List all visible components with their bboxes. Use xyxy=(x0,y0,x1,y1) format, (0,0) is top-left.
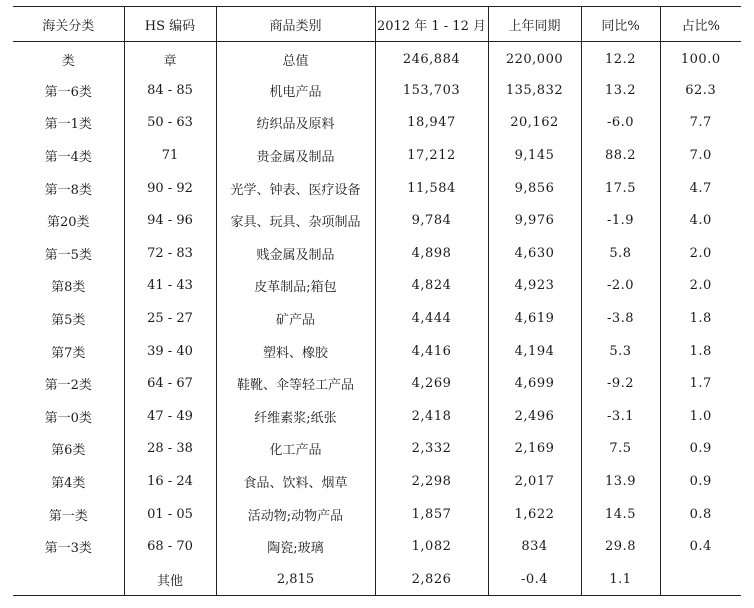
table-body xyxy=(13,42,741,596)
customs-category-cell: 第6类 xyxy=(51,443,86,459)
value-2012-cell: 153,703 xyxy=(375,74,488,107)
commodity-cell: 机电产品 xyxy=(216,74,375,107)
share-percent-cell: 1.8 xyxy=(660,335,741,368)
hs-code-cell: 01 - 05 xyxy=(124,498,216,531)
commodity-cell: 纤维素浆;纸张 xyxy=(216,400,375,433)
hs-code-cell: 39 - 40 xyxy=(124,335,216,368)
hs-code-cell: 50 - 63 xyxy=(124,107,216,140)
share-percent-cell: 4.7 xyxy=(660,172,741,205)
share-percent-cell: 1.0 xyxy=(660,400,741,433)
yoy-percent-cell: 1.1 xyxy=(581,563,660,596)
share-percent-cell: 7.0 xyxy=(660,139,741,172)
customs-category-cell: 第一5类 xyxy=(44,247,92,263)
commodity-cell: 陶瓷;玻璃 xyxy=(216,530,375,563)
header-2012-value: 2012 年 1 - 12 月 xyxy=(375,7,488,42)
hs-code-cell: 72 - 83 xyxy=(124,237,216,270)
value-2012-cell: 17,212 xyxy=(375,139,488,172)
yoy-percent-cell: 13.9 xyxy=(581,465,660,498)
table-row xyxy=(13,270,741,303)
commodity-cell: 化工产品 xyxy=(216,433,375,466)
hs-code-cell: 90 - 92 xyxy=(124,172,216,205)
header-row xyxy=(13,7,741,42)
share-percent-cell: 62.3 xyxy=(660,74,741,107)
share-percent-cell: 100.0 xyxy=(660,42,741,75)
commodity-cell: 鞋靴、伞等轻工产品 xyxy=(216,367,375,400)
hs-code-cell: 章 xyxy=(124,42,216,75)
prior-year-cell: 135,832 xyxy=(488,74,581,107)
value-2012-cell: 4,898 xyxy=(375,237,488,270)
customs-category-cell: 第一1类 xyxy=(44,117,92,133)
table-row xyxy=(13,563,741,596)
commodity-cell: 塑料、橡胶 xyxy=(216,335,375,368)
prior-year-cell: 9,856 xyxy=(488,172,581,205)
customs-category-cell: 第一8类 xyxy=(44,182,92,198)
table-row xyxy=(13,42,741,75)
table-row xyxy=(13,74,741,107)
value-2012-cell: 2,418 xyxy=(375,400,488,433)
value-2012-cell: 9,784 xyxy=(375,204,488,237)
value-2012-cell: 4,269 xyxy=(375,367,488,400)
prior-year-cell: 20,162 xyxy=(488,107,581,140)
customs-category-cell: 第20类 xyxy=(46,215,90,231)
customs-category-cell: 第一4类 xyxy=(44,150,92,166)
table-row xyxy=(13,204,741,237)
hs-code-cell: 41 - 43 xyxy=(124,270,216,303)
customs-category-cell: 第一6类 xyxy=(44,84,92,100)
prior-year-cell: 4,923 xyxy=(488,270,581,303)
customs-category-cell: 第一0类 xyxy=(44,410,92,426)
value-2012-cell: 2,332 xyxy=(375,433,488,466)
prior-year-cell: 2,017 xyxy=(488,465,581,498)
commodity-cell: 食品、饮料、烟草 xyxy=(216,465,375,498)
prior-year-cell: 1,622 xyxy=(488,498,581,531)
value-2012-cell: 2,298 xyxy=(375,465,488,498)
share-percent-cell: 1.7 xyxy=(660,367,741,400)
commodity-cell: 光学、钟表、医疗设备 xyxy=(216,172,375,205)
hs-code-cell: 68 - 70 xyxy=(124,530,216,563)
customs-category-cell: 类 xyxy=(61,53,75,69)
prior-year-cell: 2,169 xyxy=(488,433,581,466)
value-2012-cell: 4,824 xyxy=(375,270,488,303)
value-2012-cell: 11,584 xyxy=(375,172,488,205)
prior-year-cell: 9,145 xyxy=(488,139,581,172)
yoy-percent-cell: 5.8 xyxy=(581,237,660,270)
customs-category-cell: 第一3类 xyxy=(44,541,92,557)
share-percent-cell: 0.9 xyxy=(660,465,741,498)
value-2012-cell: 246,884 xyxy=(375,42,488,75)
yoy-percent-cell: 14.5 xyxy=(581,498,660,531)
prior-year-cell: 4,630 xyxy=(488,237,581,270)
yoy-percent-cell: 12.2 xyxy=(581,42,660,75)
customs-category-cell: 第8类 xyxy=(51,280,86,296)
header-yoy-percent: 同比% xyxy=(581,7,660,42)
table-row xyxy=(13,335,741,368)
header-commodity-category: 商品类别 xyxy=(216,7,375,42)
table-row xyxy=(13,107,741,140)
yoy-percent-cell: 13.2 xyxy=(581,74,660,107)
yoy-percent-cell: -1.9 xyxy=(581,204,660,237)
share-percent-cell: 0.8 xyxy=(660,498,741,531)
commodity-cell: 2,815 xyxy=(216,563,375,596)
yoy-percent-cell: -3.8 xyxy=(581,302,660,335)
share-percent-cell xyxy=(660,563,741,596)
hs-code-cell: 其他 xyxy=(124,563,216,596)
yoy-percent-cell: -3.1 xyxy=(581,400,660,433)
hs-code-cell: 64 - 67 xyxy=(124,367,216,400)
share-percent-cell: 7.7 xyxy=(660,107,741,140)
share-percent-cell: 2.0 xyxy=(660,237,741,270)
customs-category-cell: 第7类 xyxy=(51,345,86,361)
table-row xyxy=(13,530,741,563)
customs-category-cell: 第4类 xyxy=(51,476,86,492)
value-2012-cell: 18,947 xyxy=(375,107,488,140)
commodity-cell: 活动物;动物产品 xyxy=(216,498,375,531)
share-percent-cell: 1.8 xyxy=(660,302,741,335)
header-prior-year: 上年同期 xyxy=(488,7,581,42)
share-percent-cell: 0.9 xyxy=(660,433,741,466)
table-row xyxy=(13,172,741,205)
prior-year-cell: 2,496 xyxy=(488,400,581,433)
commodity-cell: 矿产品 xyxy=(216,302,375,335)
customs-category-cell: 第一2类 xyxy=(44,378,92,394)
share-percent-cell: 0.4 xyxy=(660,530,741,563)
hs-code-cell: 84 - 85 xyxy=(124,74,216,107)
yoy-percent-cell: 17.5 xyxy=(581,172,660,205)
prior-year-cell: -0.4 xyxy=(488,563,581,596)
value-2012-cell: 4,416 xyxy=(375,335,488,368)
table-row xyxy=(13,498,741,531)
table-row xyxy=(13,465,741,498)
prior-year-cell: 4,619 xyxy=(488,302,581,335)
header-customs-category: 海关分类 xyxy=(13,7,124,42)
yoy-percent-cell: -9.2 xyxy=(581,367,660,400)
table-row xyxy=(13,400,741,433)
customs-category-cell: 第一类 xyxy=(48,508,88,524)
yoy-percent-cell: 5.3 xyxy=(581,335,660,368)
table-row xyxy=(13,433,741,466)
prior-year-cell: 220,000 xyxy=(488,42,581,75)
hs-code-cell: 71 xyxy=(124,139,216,172)
hs-code-cell: 28 - 38 xyxy=(124,433,216,466)
customs-category-cell: 第5类 xyxy=(51,313,86,329)
commodity-cell: 贵金属及制品 xyxy=(216,139,375,172)
hs-code-cell: 25 - 27 xyxy=(124,302,216,335)
table-row xyxy=(13,302,741,335)
header-hs-code: HS 编码 xyxy=(124,7,216,42)
value-2012-cell: 1,082 xyxy=(375,530,488,563)
commodity-cell: 家具、玩具、杂项制品 xyxy=(216,204,375,237)
header-share-percent: 占比% xyxy=(660,7,741,42)
yoy-percent-cell: -2.0 xyxy=(581,270,660,303)
hs-code-cell: 94 - 96 xyxy=(124,204,216,237)
prior-year-cell: 4,699 xyxy=(488,367,581,400)
commodity-cell: 贱金属及制品 xyxy=(216,237,375,270)
customs-category-cell xyxy=(13,563,124,596)
value-2012-cell: 2,826 xyxy=(375,563,488,596)
trade-statistics-table-sheet xyxy=(13,6,741,596)
table-row xyxy=(13,237,741,270)
value-2012-cell: 1,857 xyxy=(375,498,488,531)
commodity-cell: 皮革制品;箱包 xyxy=(216,270,375,303)
yoy-percent-cell: -6.0 xyxy=(581,107,660,140)
yoy-percent-cell: 7.5 xyxy=(581,433,660,466)
yoy-percent-cell: 88.2 xyxy=(581,139,660,172)
yoy-percent-cell: 29.8 xyxy=(581,530,660,563)
hs-code-cell: 47 - 49 xyxy=(124,400,216,433)
prior-year-cell: 834 xyxy=(488,530,581,563)
prior-year-cell: 9,976 xyxy=(488,204,581,237)
commodity-cell: 总值 xyxy=(216,42,375,75)
hs-code-cell: 16 - 24 xyxy=(124,465,216,498)
commodity-cell: 纺织品及原料 xyxy=(216,107,375,140)
value-2012-cell: 4,444 xyxy=(375,302,488,335)
share-percent-cell: 4.0 xyxy=(660,204,741,237)
table-row xyxy=(13,367,741,400)
prior-year-cell: 4,194 xyxy=(488,335,581,368)
table-row xyxy=(13,139,741,172)
trade-statistics-table xyxy=(13,6,741,596)
share-percent-cell: 2.0 xyxy=(660,270,741,303)
